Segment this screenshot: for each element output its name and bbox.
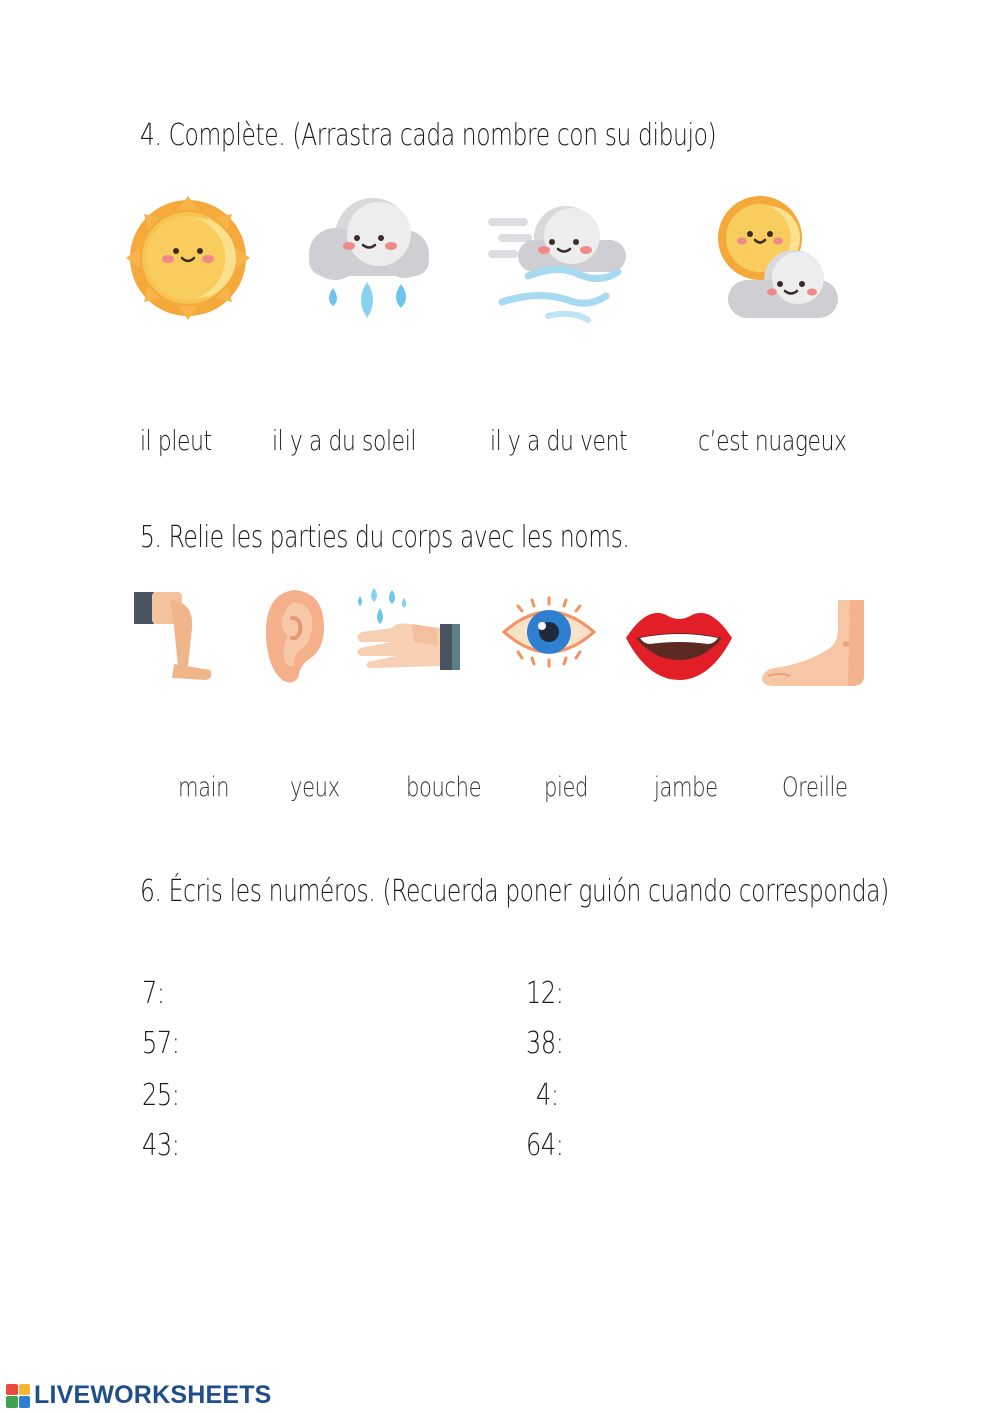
sun-cloud-icon [714,196,840,322]
word-bouche[interactable]: bouche [406,772,482,803]
rain-cloud-icon [305,196,433,320]
word-cest-nuageux[interactable]: c’est nuageux [698,424,847,457]
liveworksheets-logo[interactable] [6,1381,272,1410]
foot-icon [760,598,868,688]
ear-icon [262,588,326,684]
section-5-title: 5. Relie les parties du corps avec les noms. [140,520,630,555]
sun-icon [126,196,250,320]
word-il-y-a-du-vent[interactable]: il y a du vent [490,424,628,457]
eye-icon [502,596,596,668]
number-label: 38: [526,1026,564,1061]
word-oreille[interactable]: Oreille [782,772,848,803]
word-jambe[interactable]: jambe [654,772,718,803]
number-label: 7: [142,976,165,1011]
number-label: 43: [142,1128,180,1163]
word-main[interactable]: main [178,772,230,803]
brand-name: LIVEWORKSHEETS [34,1381,272,1409]
section-6-title: 6. Écris les numéros. (Recuerda poner guión cuando corresponda) [140,874,889,909]
mouth-icon [624,604,734,680]
number-label: 4: [536,1078,559,1113]
number-label: 12: [526,976,564,1011]
wind-cloud-icon [488,204,628,328]
leg-icon [134,592,214,682]
number-label: 64: [526,1128,564,1163]
number-label: 57: [142,1026,180,1061]
word-yeux[interactable]: yeux [290,772,340,803]
word-pied[interactable]: pied [544,772,588,803]
word-il-pleut[interactable]: il pleut [140,424,212,457]
logo-mark-icon [6,1384,30,1408]
word-il-y-a-du-soleil[interactable]: il y a du soleil [272,424,417,457]
hand-icon [352,586,464,674]
number-label: 25: [142,1078,180,1113]
section-4-title: 4. Complète. (Arrastra cada nombre con su dibujo) [140,118,717,153]
